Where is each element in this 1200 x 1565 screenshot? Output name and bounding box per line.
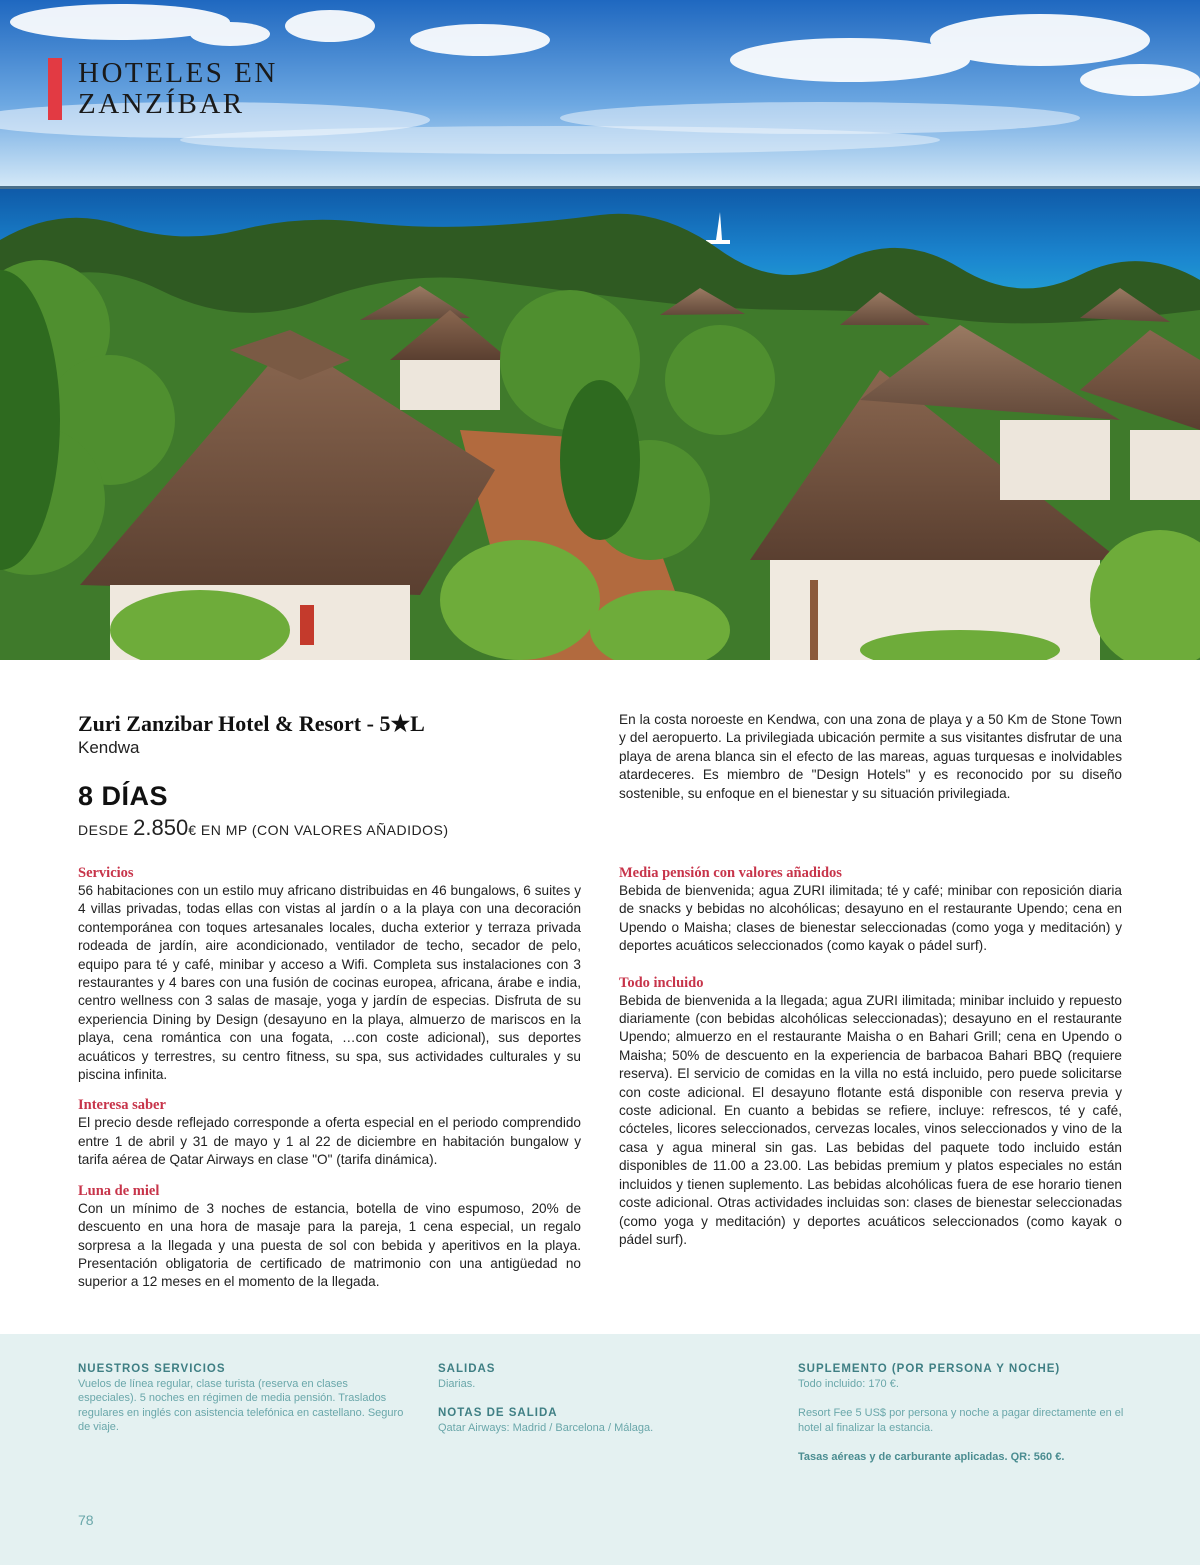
section-body: 56 habitaciones con un estilo muy africano distribuidas en 46 bungalows, 6 suites y 4 villas privadas, todas ellas con vistas al jardín o a la playa con una decoración contemporánea con toques artesanales locales, ducha exterior y terraza privada rodeada de jardín, aire acondicionado, ventilador de techo, secador de pelo, equipo para té y café, minibar y acceso a Wifi. Completa sus instalaciones con 3 restaurantes y 4 bares con una fusión de cocinas europea, africana, árabe e india, centro wellness con 3 salas de masaje, yoga y jardín de especias. Disfruta de su experiencia Dining by Design (desayuno en la playa, almuerzo de mariscos en la playa, cena romántica con una fogata, …con coste adicional), sus deportes acuáticos y terrestres, su centro fitness, su spa, sus actividades culturales y su piscina infinita. [78, 883, 581, 1083]
section-heading: Media pensión con valores añadidos [619, 865, 842, 881]
section-heading: Todo incluido [619, 974, 704, 991]
info-band [0, 1334, 1200, 1565]
section-heading: Luna de miel [78, 1182, 160, 1199]
page-number: 78 [78, 1512, 94, 1528]
departure-notes-text: Qatar Airways: Madrid / Barcelona / Málaga. [438, 1421, 654, 1434]
right-column [619, 864, 1122, 1261]
section-media-pension [619, 864, 1122, 956]
section-interesa-saber [78, 1096, 581, 1169]
price-value: 2.850 [133, 815, 189, 840]
price-currency: € [188, 822, 197, 838]
services-heading: NUESTROS SERVICIOS [78, 1363, 226, 1375]
hotel-name: Zuri Zanzibar Hotel & Resort - 5★L [78, 711, 425, 736]
hotel-location: Kendwa [78, 738, 140, 757]
title-line-2: ZANZÍBAR [78, 88, 245, 120]
services-text: Vuelos de línea regular, clase turista (reserva en clases especiales). 5 noches en régimen de media pensión. Traslados regulares en inglés con asistencia telefónica en castellano. Seguro de viaje. [78, 1377, 404, 1434]
supplement-heading: SUPLEMENTO (POR PERSONA Y NOCHE) [798, 1363, 1061, 1375]
title-line-1: HOTELES EN [78, 57, 278, 89]
price-suffix: EN MP (CON VALORES AÑADIDOS) [200, 822, 449, 838]
price-line [78, 815, 449, 841]
section-body: Bebida de bienvenida a la llegada; agua ZURI ilimitada; minibar incluido y repuesto diariamente (con bebidas alcohólicas seleccionadas); desayuno en el restaurante Upendo; almuerzo en el restaurante Maisha o en Bahari Grill; cena en Upendo o Maisha; 50% de descuento en la experiencia de barbacoa Bahari BBQ (requiere reserva). El servicio de comidas en la villa no está incluido, pero puede solicitarse con coste adicional. El desayuno flotante está disponible con reserva previa y coste adicional. En cuanto a bebidas se refiere, incluye: refrescos, té y café, cócteles, licores seleccionados, cervezas locales, vinos seleccionados y vino de la casa y agua mineral sin gas. Las bebidas del paquete todo incluido están disponibles de 11.00 a 23.00. Las bebidas premium y platos especiales no están incluidos y tienen suplemento. Las bebidas alcohólicas fuera de ese horario tienen coste adicional. Otras actividades incluidas son: clases de bienestar seleccionadas (como yoga y meditación) y deportes acuáticos seleccionados (como kayak o pádel surf). [619, 992, 1122, 1247]
trip-duration: 8 DÍAS [78, 781, 169, 811]
departure-notes-heading: NOTAS DE SALIDA [438, 1407, 558, 1420]
title-accent-bar [48, 58, 62, 120]
section-body: Bebida de bienvenida; agua ZURI ilimitada; té y café; minibar con reposición diaria de snacks y bebidas no alcohólicas; desayuno en el restaurante Upendo; cena en Upendo o Maisha; clases de bienestar seleccionadas (como yoga y meditación) y deportes acuáticos seleccionados (como kayak o pádel surf). [619, 883, 1122, 954]
hero-photo [0, 0, 1200, 660]
departures-text: Diarias. [438, 1377, 476, 1390]
resort-fee-text: Resort Fee 5 US$ por persona y noche a pagar directamente en el hotel al finalizar la estancia. [798, 1407, 1124, 1434]
taxes-text: Tasas aéreas y de carburante aplicadas. QR: 560 €. [798, 1451, 1065, 1464]
intro-text: En la costa noroeste en Kendwa, con una zona de playa y a 50 Km de Stone Town y del aeropuerto. La privilegiada ubicación permite a sus visitantes disfrutar de una playa de arena blanca sin el efecto de las mareas, aguas turquesas e inolvidables atardeceres. Es miembro de "Design Hotels" y es reconocido por su diseño sostenible, su enfoque en el bienestar y su situación privilegiada. [619, 712, 1122, 801]
section-servicios [78, 864, 581, 1084]
section-body: El precio desde reflejado corresponde a oferta especial en el periodo comprendido entre 1 de abril y 31 de mayo y 1 al 22 de diciembre en habitación bungalow y tarifa aérea de Qatar Airways en clase "O" (tarifa dinámica). [78, 1115, 581, 1168]
section-todo-incluido [619, 974, 1122, 1250]
section-heading: Servicios [78, 865, 134, 881]
section-title [48, 58, 278, 120]
hotel-intro [619, 711, 1122, 803]
departures-heading: SALIDAS [438, 1363, 496, 1375]
section-heading: Interesa saber [78, 1097, 166, 1114]
supplement-block [798, 1362, 1126, 1465]
left-column [78, 864, 581, 1304]
price-prefix: DESDE [78, 822, 129, 838]
section-luna-de-miel [78, 1182, 581, 1292]
section-body: Con un mínimo de 3 noches de estancia, botella de vino espumoso, 20% de descuento en una hora de masaje para la pareja, 1 cena especial, un regalo sorpresa a la llegada y una puesta de sol con bebida y aperitivos en la playa. Presentación obligatoria de certificado de matrimonio con una antigüedad no superior a 12 meses en el momento de la llegada. [78, 1200, 581, 1290]
departures-block [438, 1362, 758, 1435]
services-block [78, 1362, 408, 1435]
supplement-text: Todo incluido: 170 €. [798, 1377, 899, 1390]
